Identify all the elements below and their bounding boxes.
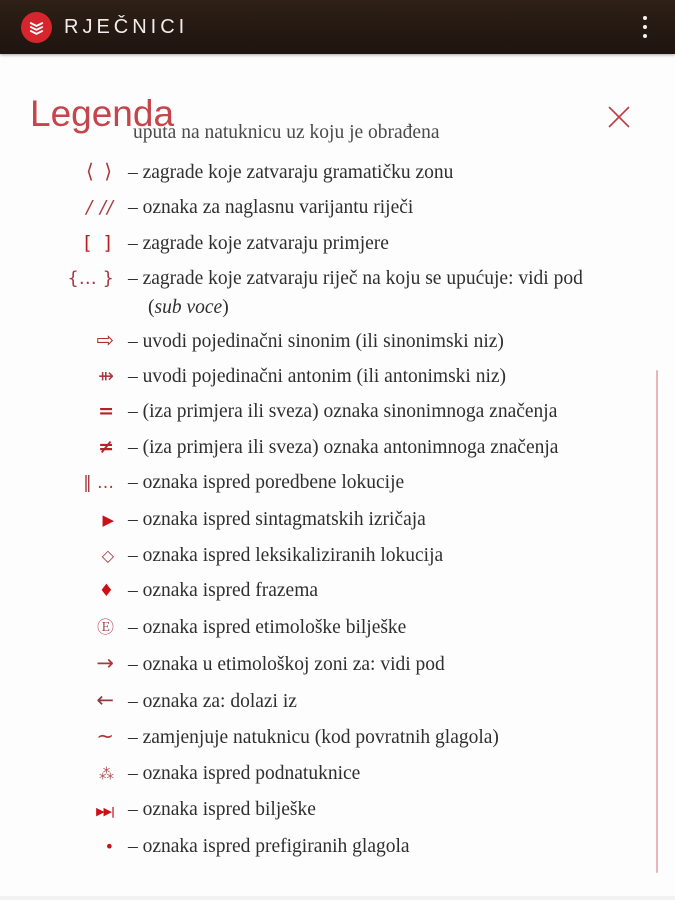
legend-text: – uvodi pojedinačni antonim (ili antonimski niz) — [128, 366, 507, 388]
legend-item — [0, 323, 675, 359]
legend-text: – oznaka za: dolazi iz — [128, 690, 297, 712]
legend-symbol: Ⓔ — [97, 617, 114, 638]
legend-text: – (iza primjera ili sveza) oznaka antonimnoga značenja — [128, 436, 559, 458]
legend-item — [0, 359, 675, 394]
legend-text: – oznaka ispred podnatuknice — [128, 762, 361, 784]
page-title: Legenda — [30, 93, 175, 134]
legend-symbol: / // — [86, 197, 114, 219]
app-logo[interactable] — [21, 12, 52, 43]
legend-text: – uvodi pojedinačni sinonim (ili sinonimski niz) — [128, 330, 504, 352]
legend-item — [0, 465, 675, 501]
legend-symbol: ∼ — [96, 724, 114, 749]
legend-text: – zagrade koje zatvaraju primjere — [128, 232, 389, 254]
legend-text: – oznaka ispred sintagmatskih izričaja — [128, 508, 426, 530]
legend-text: – oznaka ispred prefigiranih glagola — [128, 836, 410, 858]
legend-text: – (iza primjera ili sveza) oznaka sinonimnoga značenja — [128, 401, 558, 423]
legend-symbol: ≠ — [98, 435, 114, 458]
legend-symbol: ‖ … — [83, 473, 114, 494]
legend-item — [0, 502, 675, 538]
legend-symbol: ⇨ — [96, 327, 114, 352]
legend-item — [0, 394, 675, 429]
legend-text: – oznaka ispred bilješke — [128, 798, 316, 820]
app-title: RJEČNICI — [64, 15, 189, 38]
legend-item — [0, 719, 675, 755]
legend-symbol: ⟨ ⟩ — [86, 159, 114, 183]
app-header — [0, 0, 675, 54]
legend-clipped-line: uputa na natuknicu uz koju je obrađena — [133, 122, 440, 143]
legend-text: – oznaka ispred frazema — [128, 580, 319, 602]
legend-item — [0, 610, 675, 646]
legend-item — [0, 829, 675, 864]
legend-viewport[interactable] — [0, 122, 675, 896]
legend-text: – oznaka ispred leksikaliziranih lokucija — [128, 545, 444, 567]
legend-item — [0, 430, 675, 465]
legend-text: – oznaka za naglasnu varijantu riječi — [128, 197, 414, 219]
legend-symbol: ▶▶| — [96, 804, 114, 818]
legend-item — [0, 190, 675, 225]
legend-symbol: → — [96, 651, 114, 676]
legend-item — [0, 538, 675, 573]
legend-symbol: = — [98, 400, 114, 423]
legend-symbol: • — [104, 837, 114, 857]
kebab-menu-icon[interactable] — [637, 10, 653, 44]
legend-item — [0, 226, 675, 261]
legend-symbol: ⇻ — [98, 365, 114, 388]
legend-item — [0, 683, 675, 719]
legend-item — [0, 154, 675, 190]
legend-text: – oznaka ispred poredbene lokucije — [128, 472, 405, 494]
legend-symbol: ◇ — [101, 546, 114, 566]
legend-symbol: ▶ — [102, 510, 114, 529]
book-icon — [27, 18, 46, 37]
legend-text: – oznaka ispred etimološke bilješke — [128, 616, 407, 638]
legend-symbol: ♦ — [98, 581, 114, 602]
legend-text-continuation: (sub voce) — [148, 296, 229, 318]
legend-text: – zamjenjuje natuknicu (kod povratnih glagola) — [128, 727, 499, 749]
legend-text: – oznaka u etimološkoj zoni za: vidi pod — [128, 654, 445, 676]
close-icon — [606, 104, 632, 130]
close-button[interactable] — [604, 102, 634, 132]
bottom-divider — [0, 896, 675, 900]
legend-text: – zagrade koje zatvaraju riječ na koju se upućuje: vidi pod (sub voce) — [128, 261, 583, 322]
legend-item — [0, 756, 675, 792]
legend-item — [0, 792, 675, 829]
legend-symbol: {… } — [67, 268, 114, 290]
legend-symbol: ⁂ — [99, 764, 114, 783]
scrollbar-thumb[interactable] — [656, 370, 658, 873]
legend-list — [0, 154, 675, 865]
legend-item — [0, 573, 675, 609]
legend-symbol: [ ] — [84, 231, 114, 254]
legend-item — [0, 646, 675, 682]
legend-symbol: ← — [96, 687, 114, 712]
legend-text: – zagrade koje zatvaraju gramatičku zonu — [128, 162, 454, 183]
legend-item — [0, 261, 675, 322]
